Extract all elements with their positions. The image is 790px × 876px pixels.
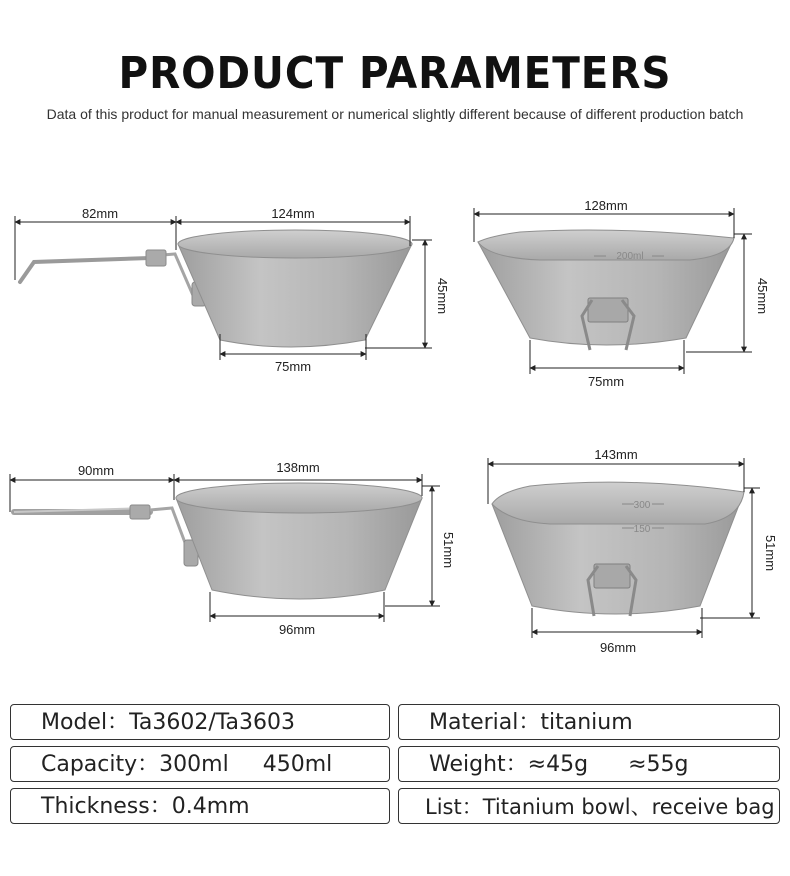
page-title: PRODUCT PARAMETERS xyxy=(118,48,672,99)
spec-capacity-value-2: 450ml xyxy=(262,752,333,777)
small-side-bottom-dim: 75mm xyxy=(274,359,312,374)
spec-weight-value-2: ≈55g xyxy=(628,752,689,777)
large-front-top-dim: 143mm xyxy=(594,447,638,462)
large-front-bottom-dim: 96mm xyxy=(599,640,637,655)
spec-material-label: Material： xyxy=(429,710,541,735)
spec-weight-value-1: ≈45g xyxy=(527,752,589,777)
spec-capacity-value-1: 300ml xyxy=(159,752,229,777)
spec-list-value: Titanium bowl、receive bag xyxy=(482,795,775,819)
small-side-height-dim: 45mm xyxy=(435,277,450,315)
spec-thickness-label: Thickness： xyxy=(41,794,172,819)
spec-list-box xyxy=(398,788,780,824)
small-front-mark: 200ml xyxy=(616,251,644,262)
spec-capacity-label: Capacity： xyxy=(41,752,160,777)
large-side-height-dim: 51mm xyxy=(441,531,456,569)
small-bowl-front-view xyxy=(474,198,770,389)
spec-weight-box xyxy=(398,746,780,782)
large-side-top-dim: 138mm xyxy=(276,460,320,475)
page-subtitle: Data of this product for manual measurement or numerical slightly different because of different production batch xyxy=(46,106,744,122)
spec-list-label: List： xyxy=(425,795,483,819)
small-bowl-side-view xyxy=(15,206,450,374)
large-side-bottom-dim: 96mm xyxy=(278,622,316,637)
large-front-height-dim: 51mm xyxy=(763,534,778,572)
small-front-bottom-dim: 75mm xyxy=(587,374,625,389)
spec-model-value: Ta3602/Ta3603 xyxy=(129,710,296,735)
spec-model-label: Model： xyxy=(41,710,130,735)
large-front-mark-2: 150 xyxy=(633,524,651,535)
spec-material-box xyxy=(398,704,780,740)
small-front-height-dim: 45mm xyxy=(755,277,770,315)
spec-weight-label: Weight： xyxy=(429,752,528,777)
spec-capacity-box xyxy=(10,746,390,782)
large-front-mark-1: 300 xyxy=(633,500,651,511)
small-side-handle-dim: 82mm xyxy=(81,206,119,221)
spec-material-value: titanium xyxy=(540,710,633,735)
large-side-handle-dim: 90mm xyxy=(77,463,115,478)
spec-model-box xyxy=(10,704,390,740)
large-bowl-side-view xyxy=(10,460,456,637)
spec-thickness-box xyxy=(10,788,390,824)
spec-thickness-value: 0.4mm xyxy=(171,794,250,819)
small-front-top-dim: 128mm xyxy=(584,198,628,213)
small-side-top-dim: 124mm xyxy=(271,206,315,221)
large-bowl-front-view xyxy=(488,447,778,655)
